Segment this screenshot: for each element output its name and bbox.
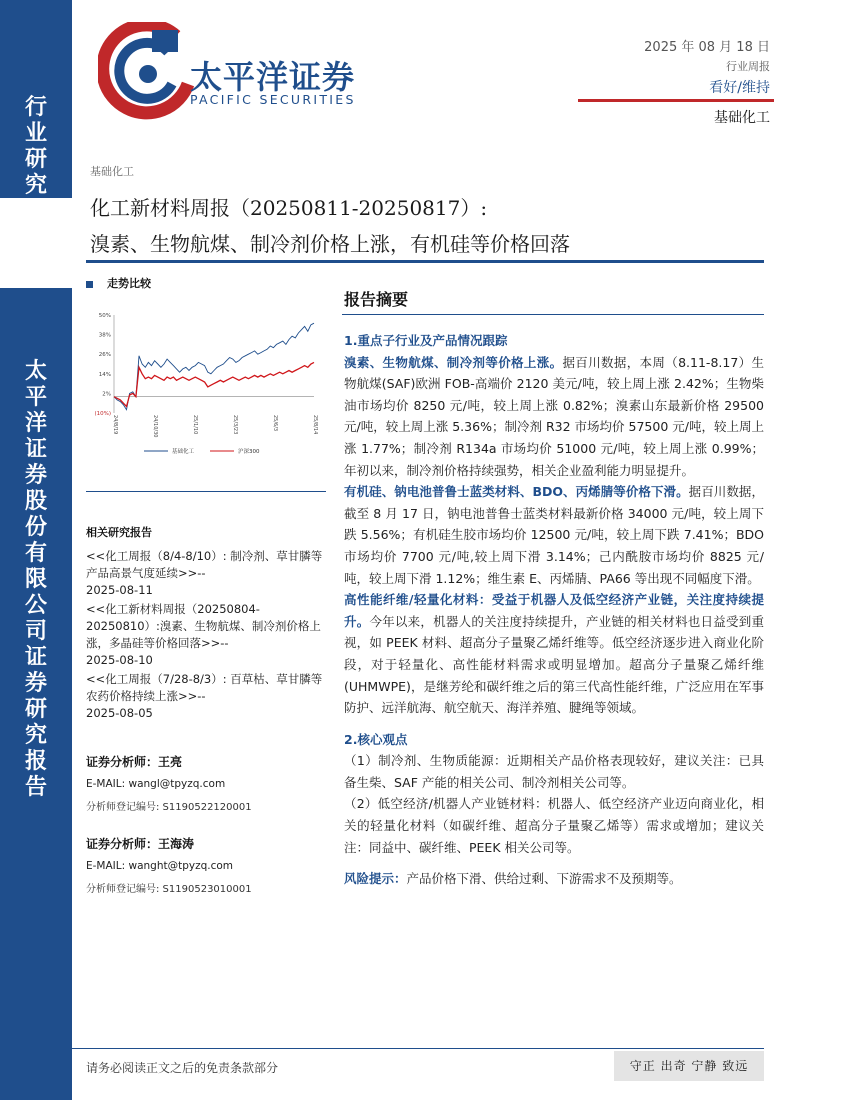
logo-text-cn: 太平洋证券 <box>190 58 356 96</box>
sidebar-category: 行 业 研 究 <box>24 94 47 198</box>
analyst-label: 证券分析师： <box>86 755 159 769</box>
related-report-item[interactable]: <<化工新材料周报（20250804-20250810）:溴素、生物航煤、制冷剂价格上涨，多晶硅等价格回落>>-- 2025-08-10 <box>86 602 321 667</box>
trend-chart-svg <box>86 303 326 483</box>
y-tick-label: (10%) <box>94 411 111 417</box>
related-report-item[interactable]: <<化工周报（7/28-8/3）: 百草枯、草甘膦等农药价格持续上涨>>-- 2025-08-05 <box>86 672 323 720</box>
analyst-email[interactable]: E-MAIL: wangl@tpyzq.com <box>86 778 226 790</box>
analyst-name: 王亮 <box>158 755 183 769</box>
industry-name: 基础化工 <box>714 110 770 126</box>
analyst-block <box>86 753 326 813</box>
x-tick-label: 25/1/10 <box>192 415 198 435</box>
related-reports <box>86 524 326 722</box>
risk-paragraph: 风险提示：产品价格下滑、供给过剩、下游需求不及预期等。 <box>344 871 682 887</box>
paragraph: 溴素、生物航煤、制冷剂等价格上涨。据百川数据，本周（8.11-8.17）生物航煤(SAF)欧洲 FOB-高端价 2120 美元/吨，较上周上涨 2.42%；生物柴油市场均价 8250 元/吨，较上周上涨 0.82%；溴素山东最新价格 29500 元/吨，较上周上涨 5.36%；制冷剂 R32 市场均价 57500 元/吨，较上周上涨 1.77%；制冷剂 R134a 市场均价 51000 元/吨，较上周上涨 0.99%；年初以来，制冷剂价格持续强势，相关企业盈利能力明显提升。 <box>344 354 764 478</box>
header-red-rule <box>578 99 774 102</box>
section-title: 1.重点子行业及产品情况跟踪 <box>344 333 508 348</box>
analyst-registration: 分析师登记编号: S1190523010001 <box>86 884 252 895</box>
sidebar-company: 太 平 洋 证 券 股 份 有 限 公 司 证 券 研 究 报 告 <box>24 358 47 800</box>
x-tick-label: 25/8/14 <box>312 415 318 435</box>
analyst-label: 证券分析师： <box>86 837 159 851</box>
paragraph: 高性能纤维/轻量化材料：受益于机器人及低空经济产业链，关注度持续提升。今年以来，机器人的关注度持续提升，产业链的相关材料也日益受到重视，如 PEEK 材料、超高分子量聚乙烯纤维等。低空经济逐步进入商业化阶段，对于轻量化、高性能材料需求或明显增加。超高分子量聚乙烯纤维(UHMWPE)，是继芳纶和碳纤维之后的第三代高性能纤维，广泛应用在军事防护、远洋航海、航空航天、海洋养殖、腱绳等领域。 <box>344 592 764 716</box>
section-title: 2.核心观点 <box>344 731 408 747</box>
title-rule <box>86 260 764 263</box>
rating: 看好/维持 <box>709 80 770 96</box>
summary-rule <box>342 314 764 315</box>
analyst-registration: 分析师登记编号: S1190522120001 <box>86 802 252 813</box>
footer-disclaimer: 请务必阅读正文之后的免责条款部分 <box>86 1061 279 1075</box>
y-tick-label: 14% <box>98 371 111 378</box>
sidebar-divider <box>0 198 72 288</box>
analyst-name: 王海涛 <box>158 837 195 851</box>
report-title-line1: 化工新材料周报（20250811-20250817）: <box>90 196 488 220</box>
paragraph: （2）低空经济/机器人产业链材料：机器人、低空经济产业迈向商业化，相关的轻量化材料（如碳纤维、超高分子量聚乙烯等）需求或增加；建议关注：同益中、碳纤维、PEEK 相关公司等。 <box>344 796 764 855</box>
legend-label: 沪深300 <box>238 449 260 455</box>
trend-heading: 走势比较 <box>86 275 151 291</box>
paragraph: 有机硅、钠电池普鲁士蓝类材料、BDO、丙烯腈等价格下滑。据百川数据，截至 8 月 17 日，钠电池普鲁士蓝类材料最新价格 34000 元/吨，较上周下跌 5.56%；有机硅生胶市场均价 12500 元/吨，较上周下跌 7.41%；BDO 市场均价 7700 元/吨,较上周下滑 3.14%；己内酰胺市场均价 8825 元/吨，较上周下滑 1.12%；维生素 E、丙烯腈、PA66 等出现不同幅度下滑。 <box>344 484 764 586</box>
left-sidebar <box>0 0 72 1100</box>
y-tick-label: 38% <box>98 332 111 339</box>
x-tick-label: 25/6/3 <box>272 415 278 432</box>
footer-rule <box>72 1048 764 1049</box>
related-heading: 相关研究报告 <box>86 526 152 539</box>
x-tick-label: 25/3/23 <box>232 415 238 435</box>
analyst-block <box>86 835 326 895</box>
bullet-square-icon <box>86 281 93 288</box>
chart-rule <box>86 491 326 492</box>
related-report-item[interactable]: <<化工周报（8/4-8/10）: 制冷剂、草甘膦等产品高景气度延续>>-- 2025-08-11 <box>86 549 323 597</box>
logo-mark-icon <box>98 22 198 122</box>
report-type: 行业周报 <box>726 60 770 73</box>
trend-chart <box>86 303 326 483</box>
series-line <box>114 362 314 406</box>
summary-body <box>344 330 764 890</box>
report-title-line2: 溴素、生物航煤、制冷剂价格上涨，有机硅等价格回落 <box>90 232 570 256</box>
summary-heading: 报告摘要 <box>344 290 409 309</box>
footer-motto: 守正 出奇 宁静 致远 <box>614 1051 764 1081</box>
y-tick-label: 50% <box>98 313 111 319</box>
x-tick-label: 24/10/30 <box>152 415 158 438</box>
sector-label: 基础化工 <box>90 165 134 178</box>
report-date: 2025 年 08 月 18 日 <box>644 40 770 55</box>
analyst-email[interactable]: E-MAIL: wanght@tpyzq.com <box>86 860 234 872</box>
paragraph: （1）制冷剂、生物质能源：近期相关产品价格表现较好，建议关注：已具备生柴、SAF 产能的相关公司、制冷剂相关公司等。 <box>344 753 764 790</box>
logo-text-en: PACIFIC SECURITIES <box>190 92 356 107</box>
y-tick-label: 2% <box>102 391 111 398</box>
y-tick-label: 26% <box>98 352 111 359</box>
legend-label: 基础化工 <box>172 449 195 455</box>
x-tick-label: 24/8/19 <box>112 415 118 435</box>
